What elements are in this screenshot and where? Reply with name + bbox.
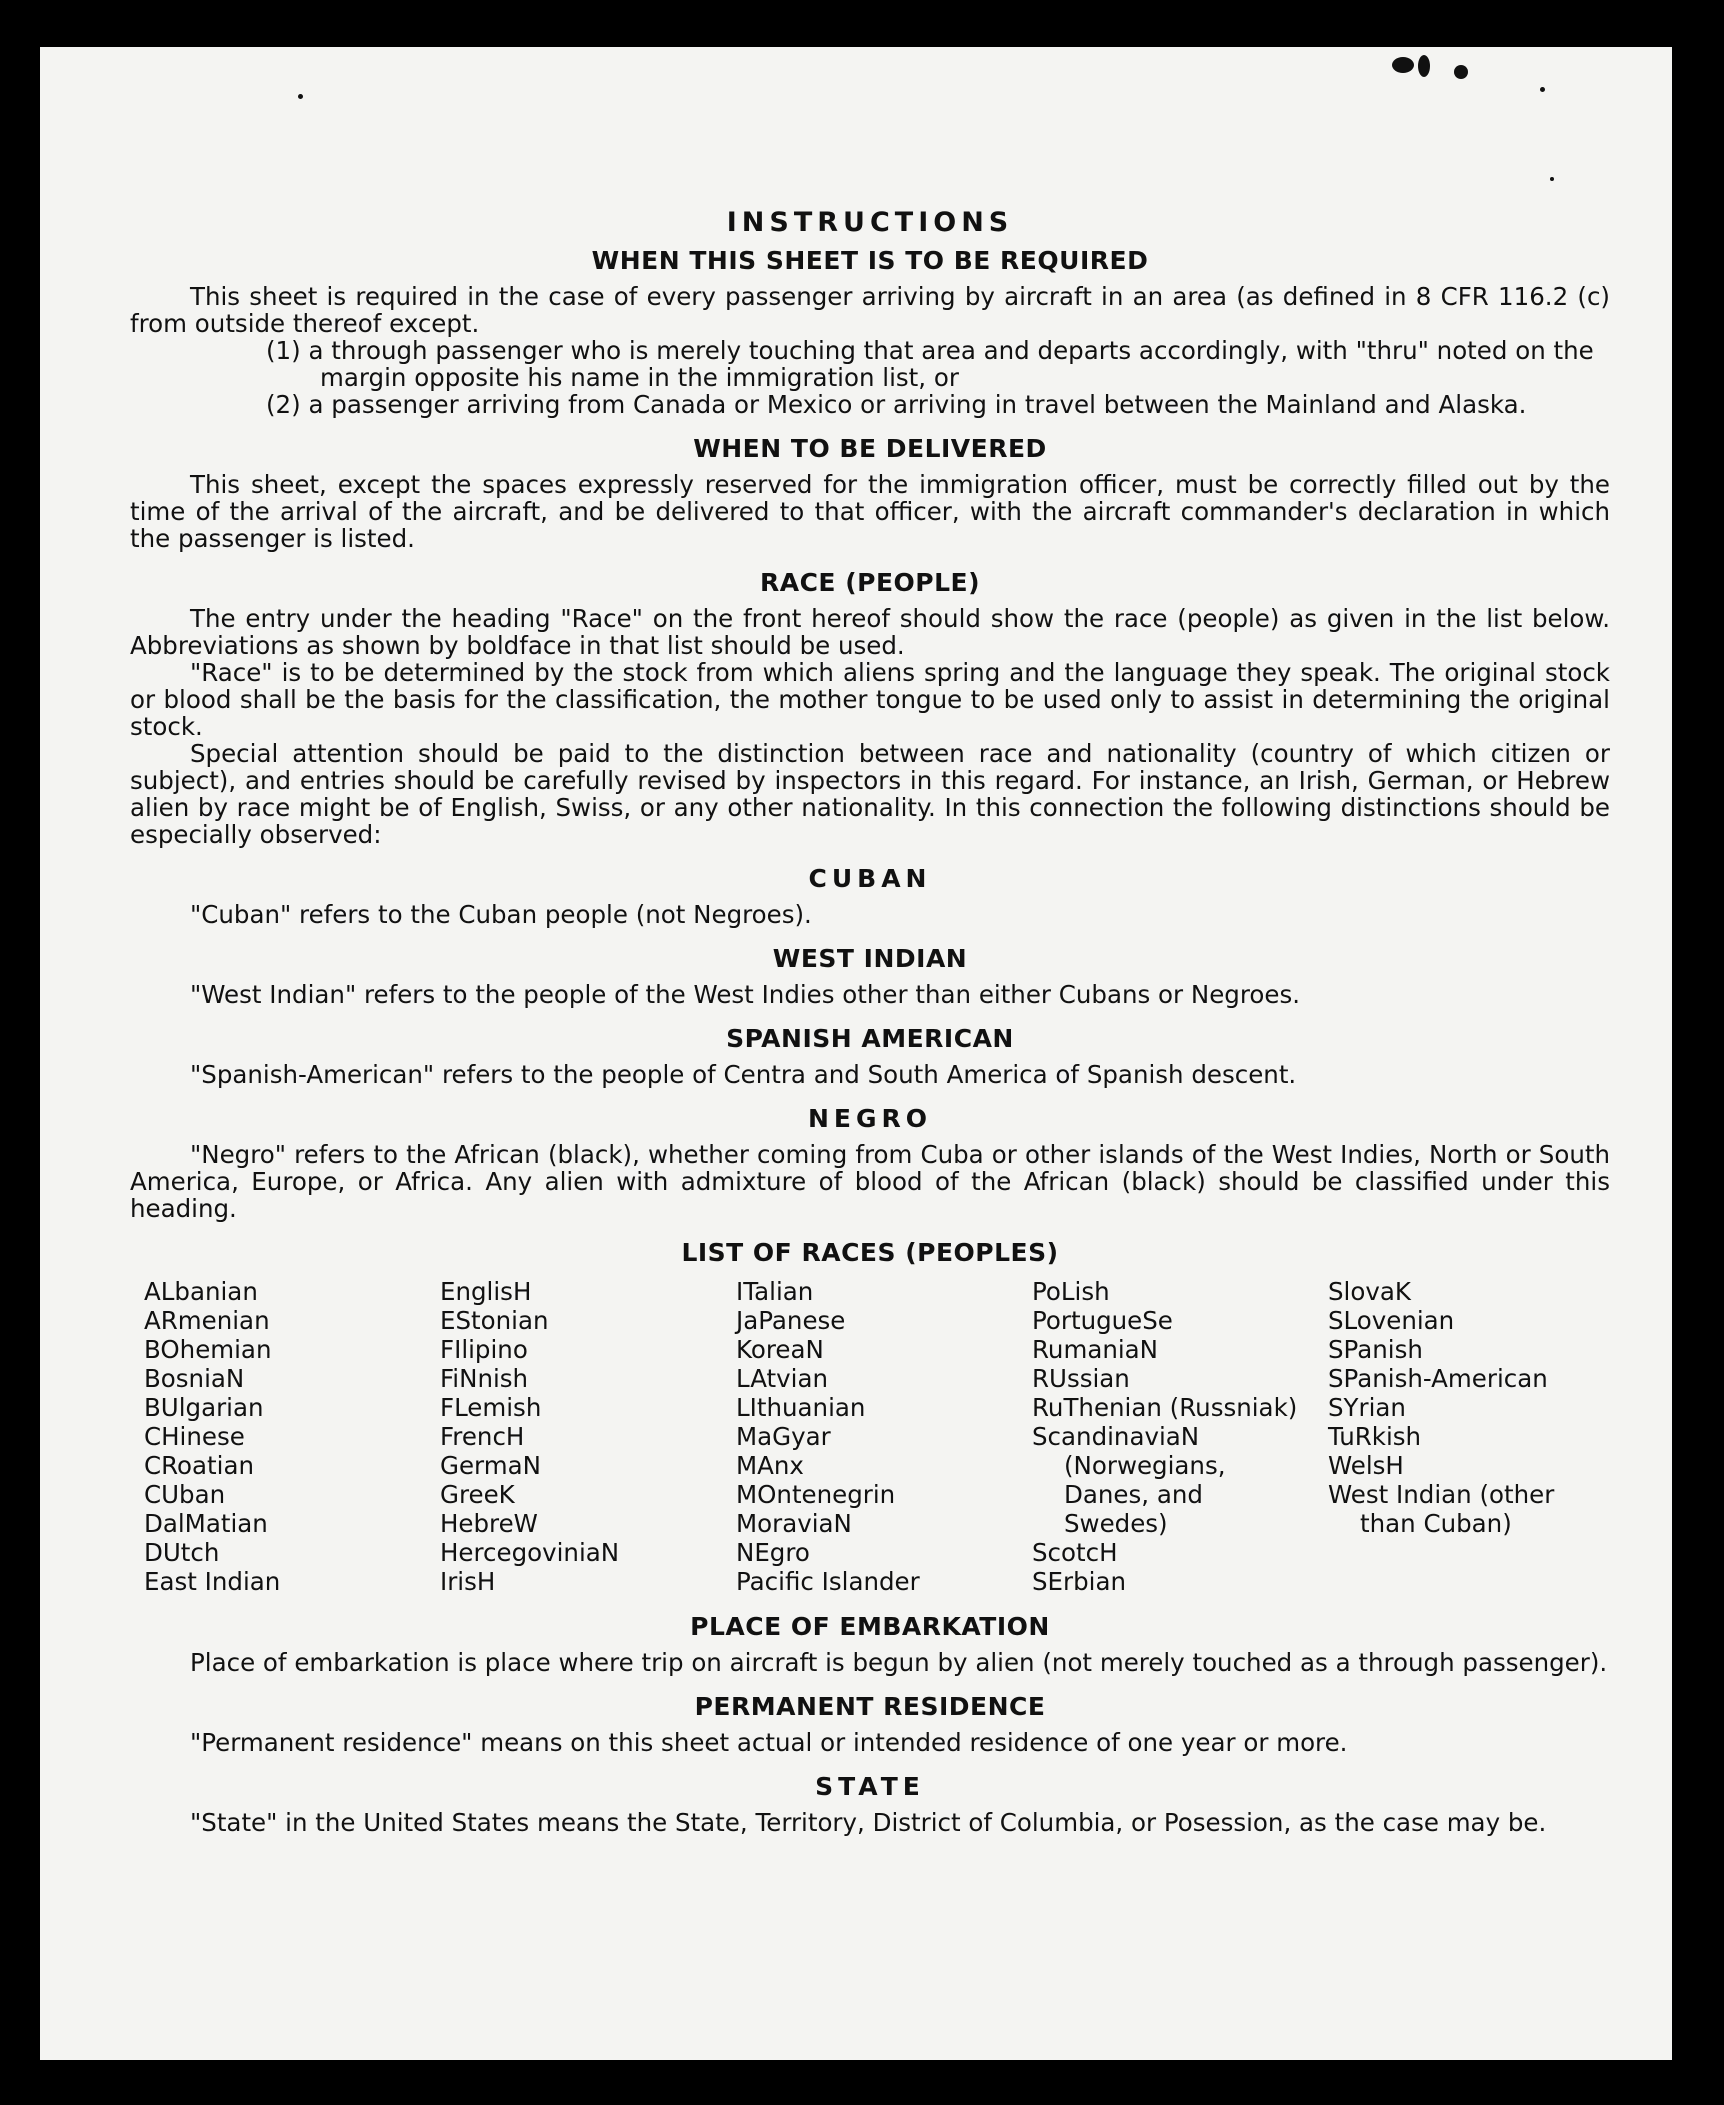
race-item: FLemish: [440, 1393, 542, 1422]
document-title: INSTRUCTIONS: [726, 207, 1014, 238]
race-item: ScandinaviaN (Norwegians, Danes, and Swedes): [1032, 1422, 1226, 1538]
race-item: ARmenian: [144, 1306, 270, 1335]
race-item: NEgro: [736, 1538, 810, 1567]
paragraph: "Cuban" refers to the Cuban people (not Negroes).: [190, 900, 812, 929]
race-item: RuThenian (Russniak): [1032, 1393, 1298, 1422]
section-heading: RACE (PEOPLE): [759, 568, 981, 597]
race-item: GreeK: [440, 1480, 515, 1509]
list-item: (2) a passenger arriving from Canada or Mexico or arriving in travel between the Mainland and Alaska.: [266, 390, 1527, 419]
paragraph: "West Indian" refers to the people of the West Indies other than either Cubans or Negroes.: [190, 980, 1301, 1009]
scan-speck: [1418, 55, 1430, 77]
race-item: MAnx: [736, 1451, 804, 1480]
race-column: [1032, 1277, 1328, 1596]
race-item: LAtvian: [736, 1364, 828, 1393]
paragraph: The entry under the heading "Race" on the front hereof should show the race (people) as given in the list below. Abbreviations as shown by boldface in that list should be used.: [130, 604, 1610, 660]
paragraph: "Negro" refers to the African (black), whether coming from Cuba or other islands of the West Indies, North or South America, Europe, or Africa. Any alien with admixture of blood of the African (black) should be classified under this heading.: [130, 1140, 1610, 1223]
race-item: CUban: [144, 1480, 226, 1509]
race-item: BUlgarian: [144, 1393, 264, 1422]
race-item: MaGyar: [736, 1422, 831, 1451]
race-item: SYrian: [1328, 1393, 1406, 1422]
section-heading: WEST INDIAN: [772, 944, 968, 973]
document-body: [130, 207, 1610, 1836]
race-item: RUssian: [1032, 1364, 1130, 1393]
race-column: [144, 1277, 440, 1596]
race-item: PortugueSe: [1032, 1306, 1173, 1335]
race-item: FIlipino: [440, 1335, 528, 1364]
list-item: (1) a through passenger who is merely touching that area and departs accordingly, with "thru" noted on the margin opposite his name in the immigration list, or: [266, 336, 1594, 392]
race-item: ITalian: [736, 1277, 814, 1306]
paragraph: Place of embarkation is place where trip on aircraft is begun by alien (not merely touched as a through passenger).: [190, 1648, 1608, 1677]
race-item: FiNnish: [440, 1364, 529, 1393]
race-item: East Indian: [144, 1567, 281, 1596]
race-list: [130, 1277, 1610, 1596]
race-item: MoraviaN: [736, 1509, 852, 1538]
race-item: SPanish: [1328, 1335, 1423, 1364]
race-item: FrencH: [440, 1422, 525, 1451]
race-item: CHinese: [144, 1422, 245, 1451]
race-item: West Indian (other than Cuban): [1328, 1480, 1555, 1538]
race-item: WelsH: [1328, 1451, 1404, 1480]
paragraph: "Spanish-American" refers to the people of Centra and South America of Spanish descent.: [190, 1060, 1297, 1089]
race-item: Pacific Islander: [736, 1567, 920, 1596]
section-heading: STATE: [815, 1772, 925, 1801]
paragraph: This sheet is required in the case of every passenger arriving by aircraft in an area (as defined in 8 CFR 116.2 (c) from outside thereof except.: [130, 282, 1610, 338]
race-column: [736, 1277, 1032, 1596]
race-item: EnglisH: [440, 1277, 532, 1306]
scan-speck: [1454, 65, 1468, 79]
race-item: ScotcH: [1032, 1538, 1118, 1567]
race-item: SLovenian: [1328, 1306, 1455, 1335]
race-item: SPanish-American: [1328, 1364, 1548, 1393]
race-list-heading: LIST OF RACES (PEOPLES): [681, 1238, 1059, 1267]
race-item: MOntenegrin: [736, 1480, 896, 1509]
race-item: SlovaK: [1328, 1277, 1411, 1306]
paragraph: This sheet, except the spaces expressly reserved for the immigration officer, must be correctly filled out by the time of the arrival of the aircraft, and be delivered to that officer, with the aircraft commander's declaration in which the passenger is listed.: [130, 470, 1610, 553]
section-heading: NEGRO: [807, 1104, 933, 1133]
race-item: TuRkish: [1328, 1422, 1422, 1451]
scan-speck: [1392, 57, 1414, 73]
race-item: BOhemian: [144, 1335, 272, 1364]
scan-speck: [1540, 87, 1545, 92]
race-item: HercegoviniaN: [440, 1538, 620, 1567]
race-item: SErbian: [1032, 1567, 1127, 1596]
race-item: IrisH: [440, 1567, 496, 1596]
race-item: BosniaN: [144, 1364, 245, 1393]
section-heading: WHEN TO BE DELIVERED: [693, 434, 1047, 463]
section-heading: CUBAN: [808, 864, 932, 893]
race-item: HebreW: [440, 1509, 538, 1538]
section-heading: WHEN THIS SHEET IS TO BE REQUIRED: [591, 246, 1149, 275]
race-item: ALbanian: [144, 1277, 258, 1306]
paragraph: "Permanent residence" means on this sheet actual or intended residence of one year or more.: [190, 1728, 1348, 1757]
section-heading: PERMANENT RESIDENCE: [694, 1692, 1046, 1721]
race-item: JaPanese: [736, 1306, 846, 1335]
paragraph: Special attention should be paid to the distinction between race and nationality (country of which citizen or subject), and entries should be carefully revised by inspectors in this regard. For instance, an Irish, German, or Hebrew alien by race might be of English, Swiss, or any other nationality. In this connection the following distinctions should be especially observed:: [130, 739, 1610, 849]
race-item: PoLish: [1032, 1277, 1110, 1306]
section-heading: SPANISH AMERICAN: [726, 1024, 1014, 1053]
race-item: KoreaN: [736, 1335, 824, 1364]
race-column: [440, 1277, 736, 1596]
race-item: LIthuanian: [736, 1393, 866, 1422]
race-column: [1328, 1277, 1624, 1596]
document-sheet: [40, 47, 1672, 2060]
race-item: GermaN: [440, 1451, 541, 1480]
paragraph: "State" in the United States means the State, Territory, District of Columbia, or Posession, as the case may be.: [190, 1808, 1547, 1837]
race-item: DUtch: [144, 1538, 220, 1567]
race-item: RumaniaN: [1032, 1335, 1159, 1364]
race-item: DalMatian: [144, 1509, 268, 1538]
section-heading: PLACE OF EMBARKATION: [690, 1612, 1050, 1641]
race-item: CRoatian: [144, 1451, 254, 1480]
scan-speck: [298, 94, 303, 99]
paragraph: "Race" is to be determined by the stock from which aliens spring and the language they speak. The original stock or blood shall be the basis for the classification, the mother tongue to be used only to assist in determining the original stock.: [130, 658, 1610, 741]
scan-speck: [1550, 177, 1554, 181]
race-item: EStonian: [440, 1306, 549, 1335]
